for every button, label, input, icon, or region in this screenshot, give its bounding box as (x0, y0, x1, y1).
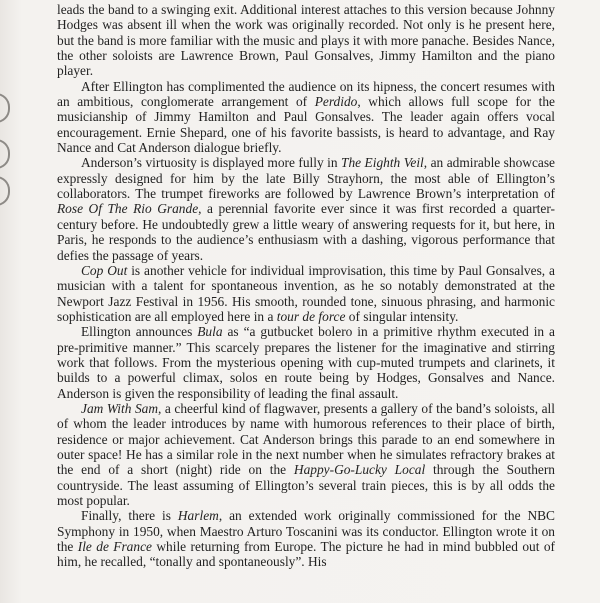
text-run: Anderson’s virtuosity is displayed more fully in (81, 155, 341, 171)
text-run: , a perennial favorite ever since it was first recorded a quarter-century before. He undoubtedly grew a little weary of answering requests for it, but here, in Paris, he responds to the audience’s enthusiasm with a dashing, vigorous performance that defies the passage of years. (57, 201, 556, 263)
text-run: , an extended work originally commissioned for the NBC Symphony in 1950, when Maestro Arturo Toscanini was its conductor. Ellington wrote it on the (57, 508, 555, 555)
text-run: Ellington announces (81, 324, 198, 340)
binding-ring-icon (0, 139, 10, 169)
text-run: leads the band to a swinging exit. Additional interest attaches to this version because Johnny Hodges was absent ill when the work was originally recorded. Not only is he present here, but the band is more familiar with the music and plays it with more panache. Besides Nance, the other soloists are Lawrence Brown, Paul Gonsalves, Jimmy Hamilton and the piano player. (57, 2, 555, 79)
title-italic: Perdido (314, 94, 358, 110)
paragraph (57, 401, 555, 508)
title-italic: Harlem (177, 508, 219, 524)
title-italic: Cop Out (81, 262, 128, 278)
text-run: through the Southern countryside. The least assuming of Ellington’s several train pieces, this is by all odds the most popular. (57, 462, 555, 508)
title-italic: tour de force (276, 308, 346, 324)
text-run: After Ellington has complimented the audience on its hipness, the concert resumes with an ambitious, conglomerate arrangement of (57, 78, 555, 110)
text-run: is another vehicle for individual improvisation, this time by Paul Gonsalves, a musician with a talent for spontaneous invention, as he so notably demonstrated at the Newport Jazz Festival in 1956. His smooth, rounded tone, sinuous phrasing, and harmonic sophistication are all employed here in a (57, 262, 555, 324)
title-italic: The Eighth Veil (341, 155, 424, 171)
paragraph (57, 79, 555, 156)
text-run: , which allows full scope for the musicianship of Jimmy Hamilton and Paul Gonsalves. The leader again offers vocal encouragement. Ernie Shepard, one of his favorite bassists, is heard to advantage, and Ray Nance and Cat Anderson dialogue briefly. (57, 94, 555, 156)
paragraph (57, 324, 555, 401)
text-run: while returning from Europe. The picture he had in mind bubbled out of him, he recalled, “tonally and spontaneously”. His (57, 539, 555, 570)
paragraph (57, 508, 555, 569)
text-run: , an admirable showcase expressly designed for him by the late Billy Strayhorn, the most able of Ellington’s collaborators. The trumpet fireworks are followed by Lawrence Brown’s interpretation of (57, 155, 556, 202)
liner-notes-text (57, 2, 555, 570)
text-run: as “a gutbucket bolero in a primitive rhythm executed in a pre-primitive manner.” This scarcely prepares the listener for the imaginative and stirring work that follows. From the mysterious opening with cup-muted trumpets and clarinets, it builds to a powerful climax, solos en route being by Hodges, Gonsalves and Nance. Anderson is given the responsibility of leading the final assault. (57, 324, 555, 401)
spiral-binding (0, 0, 10, 603)
title-italic: Rose Of The Rio Grande (57, 201, 199, 217)
text-run: Finally, there is (81, 508, 178, 524)
text-run: of singular intensity. (345, 308, 459, 324)
binding-ring-icon (0, 93, 10, 123)
title-italic: Jam With Sam (81, 400, 159, 416)
text-run: , a cheerful kind of flagwaver, presents a gallery of the band’s soloists, all of whom the leader introduces by name with humorous references to their place of birth, residence or major achievement. Cat Anderson brings this parade to an end somewhere in outer space! He has a similar role in the next number when he simulates refractory brakes at the end of a short (night) ride on the (57, 400, 555, 478)
title-italic: Ile de France (77, 539, 152, 555)
paragraph (57, 263, 555, 324)
binding-ring-icon (0, 176, 10, 206)
paragraph (57, 2, 555, 79)
title-italic: Bula (197, 324, 223, 340)
title-italic: Happy-Go-Lucky Local (293, 462, 426, 478)
paragraph (57, 155, 555, 262)
